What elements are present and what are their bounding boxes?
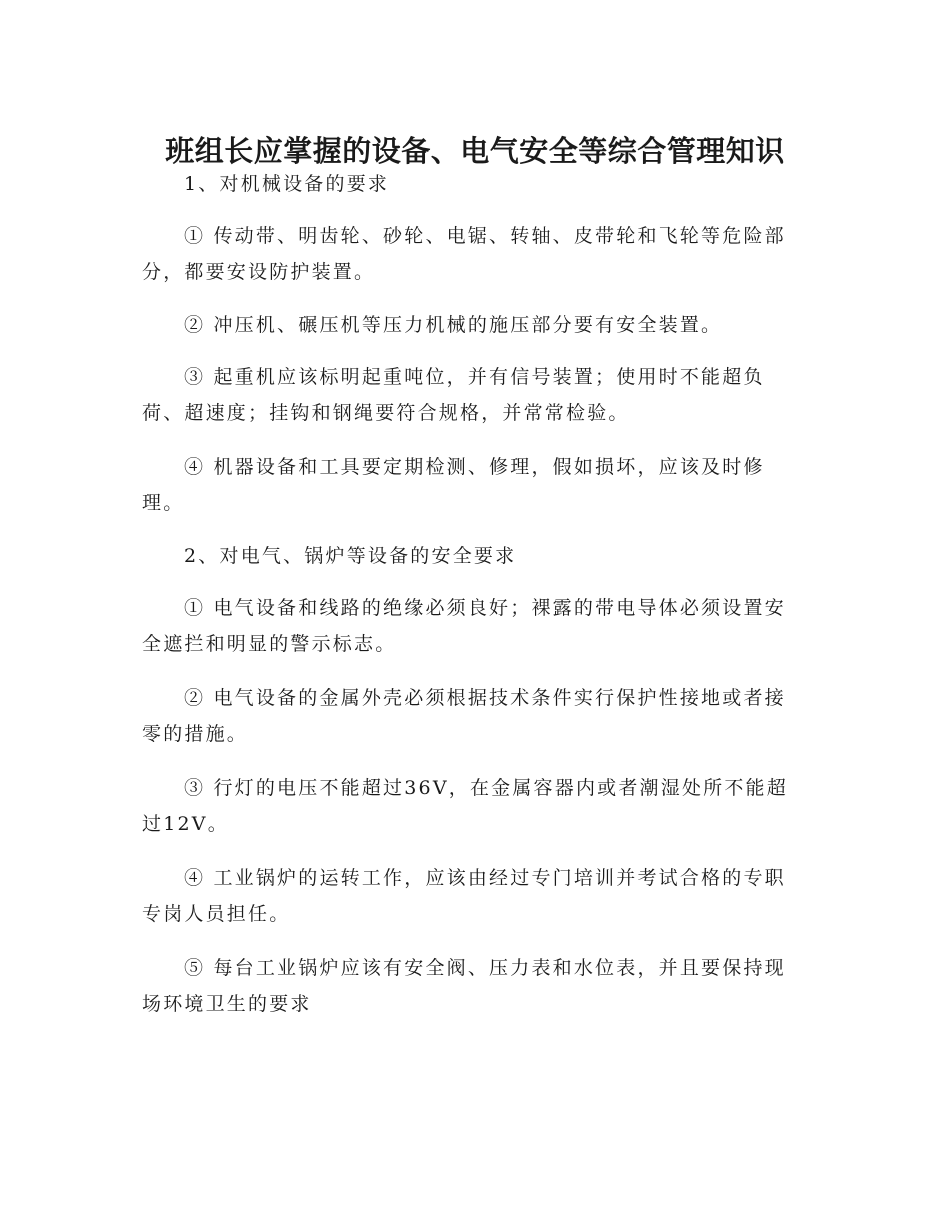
- paragraph-electrical-1: ① 电气设备和线路的绝缘必须良好；裸露的带电导体必须设置安全遮拦和明显的警示标志。: [142, 597, 786, 655]
- paragraph-electrical-5: ⑤ 每台工业锅炉应该有安全阀、压力表和水位表，并且要保持现场环境卫生的要求: [142, 957, 786, 1015]
- paragraph-electrical-3: ③ 行灯的电压不能超过36V，在金属容器内或者潮湿处所不能超过12V。: [142, 777, 788, 835]
- paragraph-machinery-1: ① 传动带、明齿轮、砂轮、电锯、转轴、皮带轮和飞轮等危险部分，都要安设防护装置。: [142, 225, 786, 283]
- section-heading-electrical: 2、对电气、锅炉等设备的安全要求: [184, 545, 517, 567]
- document-title: 班组长应掌握的设备、电气安全等综合管理知识: [165, 134, 785, 169]
- paragraph-machinery-3: ③ 起重机应该标明起重吨位，并有信号装置；使用时不能超负荷、超速度；挂钩和钢绳要符合规格，并常常检验。: [142, 366, 765, 424]
- paragraph-machinery-2: ② 冲压机、碾压机等压力机械的施压部分要有安全装置。: [184, 314, 723, 336]
- paragraph-electrical-4: ④ 工业锅炉的运转工作，应该由经过专门培训并考试合格的专职专岗人员担任。: [142, 867, 786, 925]
- section-heading-machinery: 1、对机械设备的要求: [184, 173, 390, 195]
- paragraph-machinery-4: ④ 机器设备和工具要定期检测、修理，假如损坏，应该及时修理。: [142, 456, 765, 514]
- paragraph-electrical-2: ② 电气设备的金属外壳必须根据技术条件实行保护性接地或者接零的措施。: [142, 687, 786, 745]
